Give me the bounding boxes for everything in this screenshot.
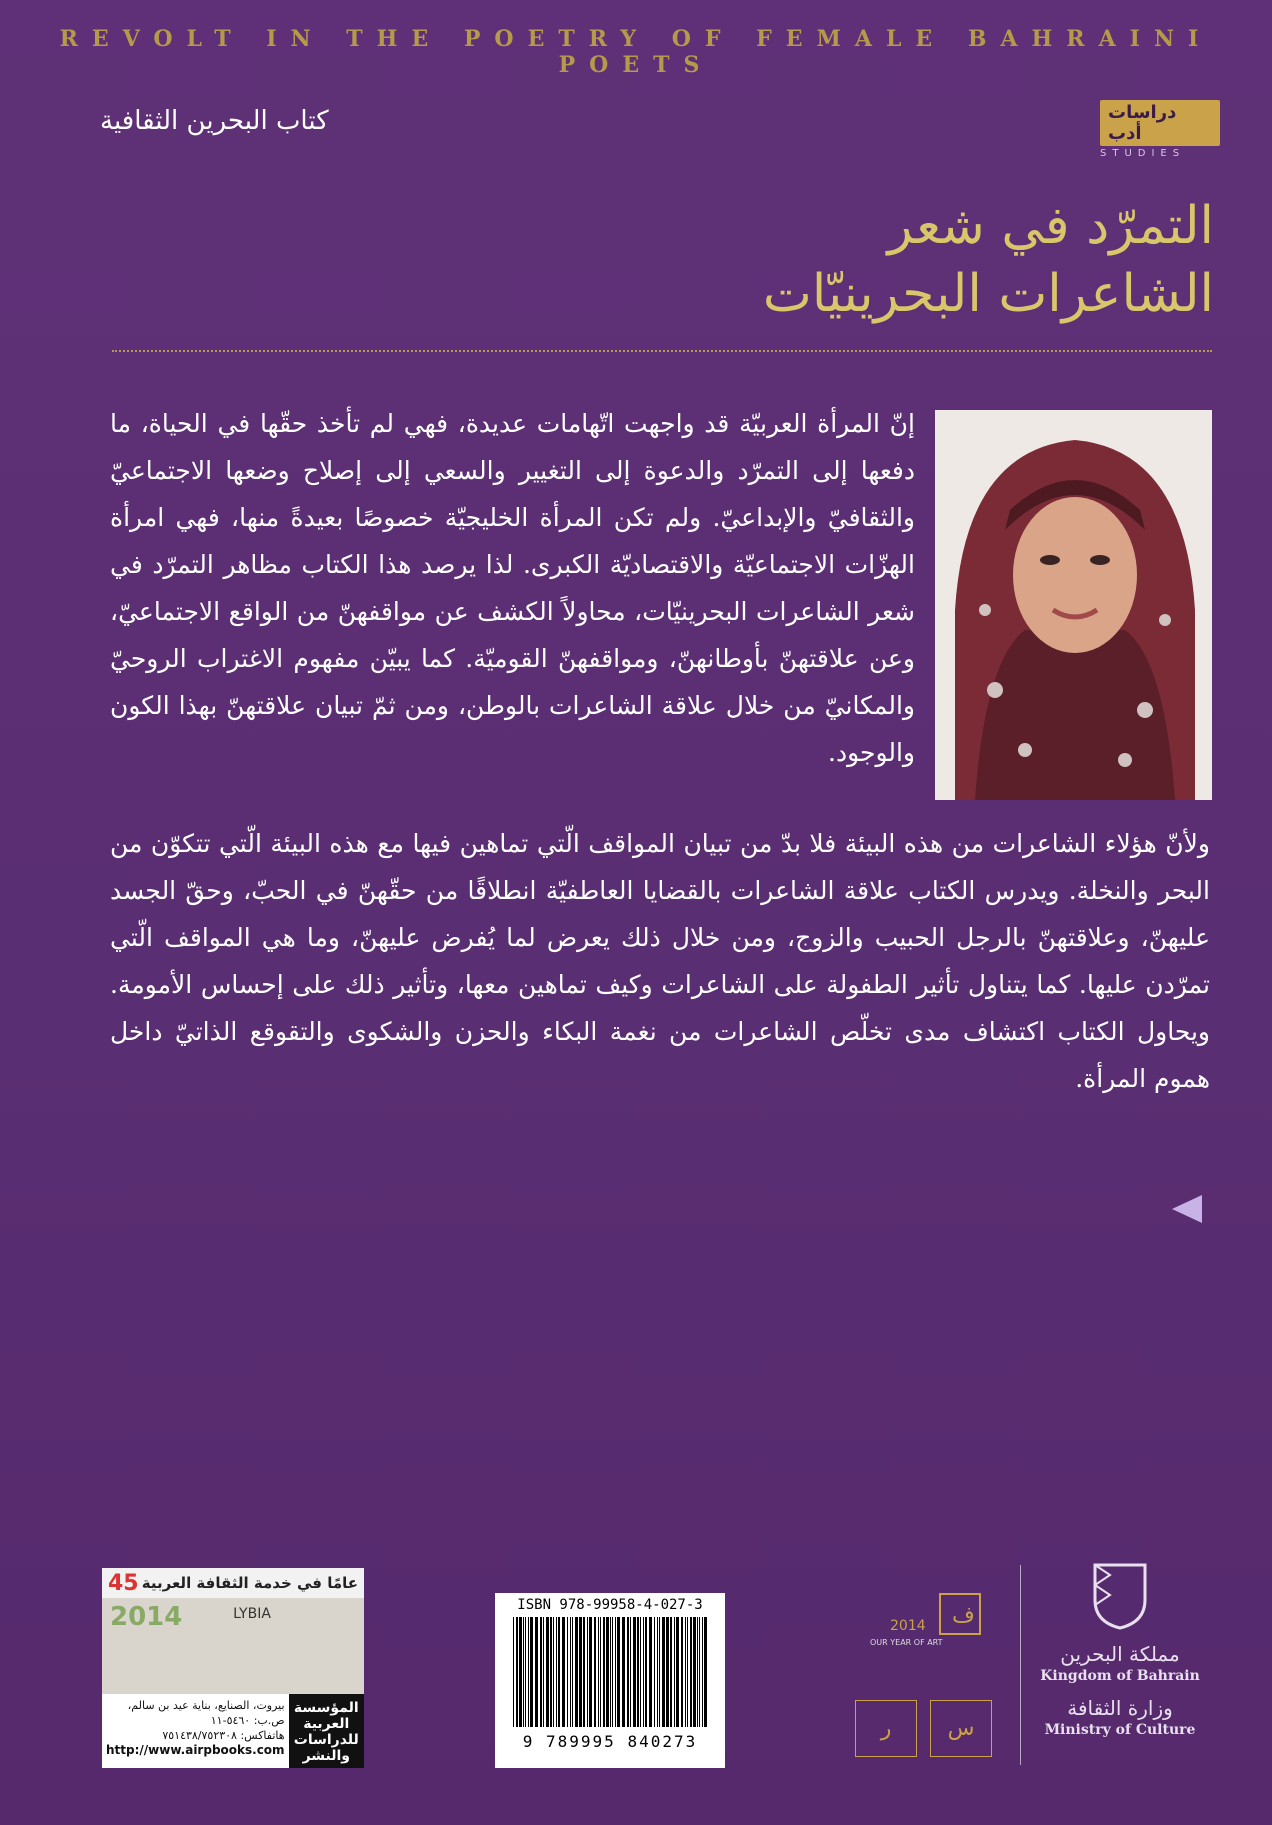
series-logo: [1100, 100, 1220, 159]
anniversary-text: عامًا في خدمة الثقافة العربية: [141, 1574, 358, 1592]
barcode-bar: [570, 1617, 571, 1727]
barcode-bar: [670, 1617, 672, 1727]
barcode-bar: [627, 1617, 629, 1727]
book-title-line2: الشاعرات البحرينيّات: [762, 264, 1214, 324]
barcode-bar: [654, 1617, 655, 1727]
barcode-bar: [600, 1617, 601, 1727]
barcode-bar: [674, 1617, 675, 1727]
series-logo-mark: دراسات أدب: [1100, 100, 1220, 146]
barcode-bar: [530, 1617, 533, 1727]
art-year-icon: [870, 1590, 1000, 1638]
barcode-bar: [640, 1617, 641, 1727]
dotted-divider: [112, 350, 1212, 352]
triangle-arrow-icon: [1172, 1195, 1202, 1223]
barcode-bar: [579, 1617, 582, 1727]
art-year-label: OUR YEAR OF ART: [870, 1638, 943, 1647]
barcode-bar: [697, 1617, 698, 1727]
ministry-english: Ministry of Culture: [1044, 1722, 1196, 1738]
barcode-bar: [525, 1617, 526, 1727]
barcode-bar: [666, 1617, 669, 1727]
author-photo: [935, 410, 1212, 800]
publisher-anniversary: [102, 1568, 364, 1598]
isbn-text: ISBN 978-99958-4-027-3: [517, 1597, 703, 1613]
barcode-digits: 9 789995 840273: [522, 1732, 698, 1751]
publisher-year-label: LYBIA: [233, 1606, 271, 1622]
barcode-bar: [516, 1617, 518, 1727]
isbn-barcode: [495, 1593, 725, 1768]
barcode-bar: [676, 1617, 679, 1727]
author-portrait-image: [935, 410, 1212, 800]
english-title: REVOLT IN THE POETRY OF FEMALE BAHRAINI POETS: [59, 26, 1213, 78]
barcode-bar: [690, 1617, 692, 1727]
barcode-bar: [558, 1617, 560, 1727]
culture-logo-2-icon: س: [930, 1700, 992, 1757]
publisher-address: بيروت، الصنايع، بناية عيد بن سالم، ص.ب: ٥٤٦٠-١١: [127, 1699, 285, 1727]
barcode-bar: [622, 1617, 625, 1727]
svg-text:ف: ف: [952, 1603, 975, 1628]
barcode-bar: [550, 1617, 552, 1727]
publisher-name: المؤسسة العربية للدراسات والنشر: [289, 1694, 364, 1768]
barcode-bar: [572, 1617, 573, 1727]
barcode-bar: [606, 1617, 609, 1727]
culture-logo-1-icon: ر: [855, 1700, 917, 1757]
barcode-bar: [659, 1617, 660, 1727]
anniversary-number: 45: [108, 1570, 139, 1596]
book-title: [763, 192, 1214, 328]
barcode-bar: [587, 1617, 588, 1727]
barcode-bars-image: [505, 1617, 715, 1732]
barcode-bar: [633, 1617, 636, 1727]
bahrain-crest-icon: [1090, 1560, 1150, 1630]
barcode-bar: [615, 1617, 616, 1727]
book-title-line1: التمرّد في شعر: [887, 196, 1214, 256]
barcode-bar: [556, 1617, 557, 1727]
publisher-contact: [102, 1694, 289, 1768]
barcode-bar: [546, 1617, 549, 1727]
barcode-bar: [610, 1617, 611, 1727]
art-year-number: 2014: [890, 1618, 926, 1634]
barcode-bar: [543, 1617, 544, 1727]
barcode-bar: [553, 1617, 554, 1727]
barcode-bar: [535, 1617, 538, 1727]
barcode-bar: [523, 1617, 524, 1727]
blurb-paragraph-2: ولأنّ هؤلاء الشاعرات من هذه البيئة فلا بدّ من تبيان المواقف الّتي تماهين فيها مع هذه البيئة الّتي تتكوّن من البحر والنخلة. ويدرس الكتاب علاقة الشاعرات بالقضايا العاطفيّة انطلاقًا من حقّهنّ في الحبّ، وحقّ الجسد عليهنّ، وعلاقتهنّ بالرجل الحبيب والزوج، ومن خلال ذلك يعرض لما يُفرض عليهنّ، وما هي المواقف الّتي تمرّدن عليها. كما يتناول تأثير الطفولة على الشاعرات وكيف تماهين معها، وتأثير ذلك على إحساس الأمومة. ويحاول الكتاب اكتشاف مدى تخلّص الشاعرات من نغمة البكاء والحزن والشكوى والتقوقع الذاتيّ داخل هموم المرأة.: [110, 829, 1210, 1093]
barcode-bar: [685, 1617, 686, 1727]
barcode-bar: [513, 1617, 514, 1727]
barcode-bar: [645, 1617, 647, 1727]
barcode-bar: [598, 1617, 599, 1727]
kingdom-arabic: مملكة البحرين: [1060, 1642, 1180, 1666]
publisher-url: http://www.airpbooks.com: [106, 1743, 285, 1757]
barcode-bar: [612, 1617, 613, 1727]
publisher-image: [102, 1598, 364, 1694]
barcode-bar: [589, 1617, 592, 1727]
barcode-bar: [637, 1617, 639, 1727]
barcode-bar: [643, 1617, 644, 1727]
barcode-bar: [662, 1617, 665, 1727]
ministry-arabic: وزارة الثقافة: [1067, 1696, 1173, 1720]
barcode-bar: [702, 1617, 703, 1727]
barcode-bar: [528, 1617, 529, 1727]
series-logo-sub: STUDIES: [1100, 148, 1186, 159]
barcode-bar: [630, 1617, 631, 1727]
barcode-bar: [575, 1617, 578, 1727]
publisher-year: 2014: [110, 1602, 183, 1632]
barcode-bar: [540, 1617, 542, 1727]
barcode-bar: [649, 1617, 652, 1727]
barcode-bar: [519, 1617, 522, 1727]
barcode-bar: [681, 1617, 683, 1727]
blurb-paragraph-1: إنّ المرأة العربيّة قد واجهت اتّهامات عديدة، فهي لم تأخذ حقّها في الحياة، ما دفعها إلى التمرّد والدعوة إلى التغيير والسعي إلى إصلاح وضعها الاجتماعيّ والثقافيّ والإبداعيّ. ولم تكن المرأة الخليجيّة خصوصًا بعيدةً منها، فهي امرأة الهزّات الاجتماعيّة والاقتصاديّة الكبرى. لذا يرصد هذا الكتاب مظاهر التمرّد في شعر الشاعرات البحرينيّات، محاولاً الكشف عن مواقفهنّ من الواقع الاجتماعيّ، وعن علاقتهنّ بأوطانهنّ، ومواقفهنّ القوميّة. كما يبيّن مفهوم الاغتراب الروحيّ والمكانيّ من خلال علاقة الشاعرات بالوطن، ومن ثمّ تبيان علاقتهنّ بهذا الكون والوجود.: [110, 409, 915, 767]
barcode-bar: [704, 1617, 707, 1727]
art-year-logo: [870, 1590, 1000, 1660]
barcode-bar: [617, 1617, 620, 1727]
barcode-bar: [699, 1617, 700, 1727]
barcode-bar: [562, 1617, 565, 1727]
ministry-of-culture-logo: [1020, 1560, 1220, 1785]
barcode-bar: [693, 1617, 696, 1727]
barcode-bar: [594, 1617, 596, 1727]
kingdom-english: Kingdom of Bahrain: [1040, 1668, 1200, 1684]
barcode-bar: [583, 1617, 585, 1727]
barcode-bar: [603, 1617, 605, 1727]
series-name: كتاب البحرين الثقافية: [100, 106, 329, 136]
barcode-bar: [687, 1617, 688, 1727]
barcode-bar: [657, 1617, 658, 1727]
publisher-phone: هاتفاكس: ٧٥١٤٣٨/٧٥٢٣٠٨: [162, 1729, 285, 1742]
barcode-bar: [567, 1617, 568, 1727]
publisher-badge: [102, 1568, 364, 1768]
publisher-info: [102, 1694, 364, 1768]
